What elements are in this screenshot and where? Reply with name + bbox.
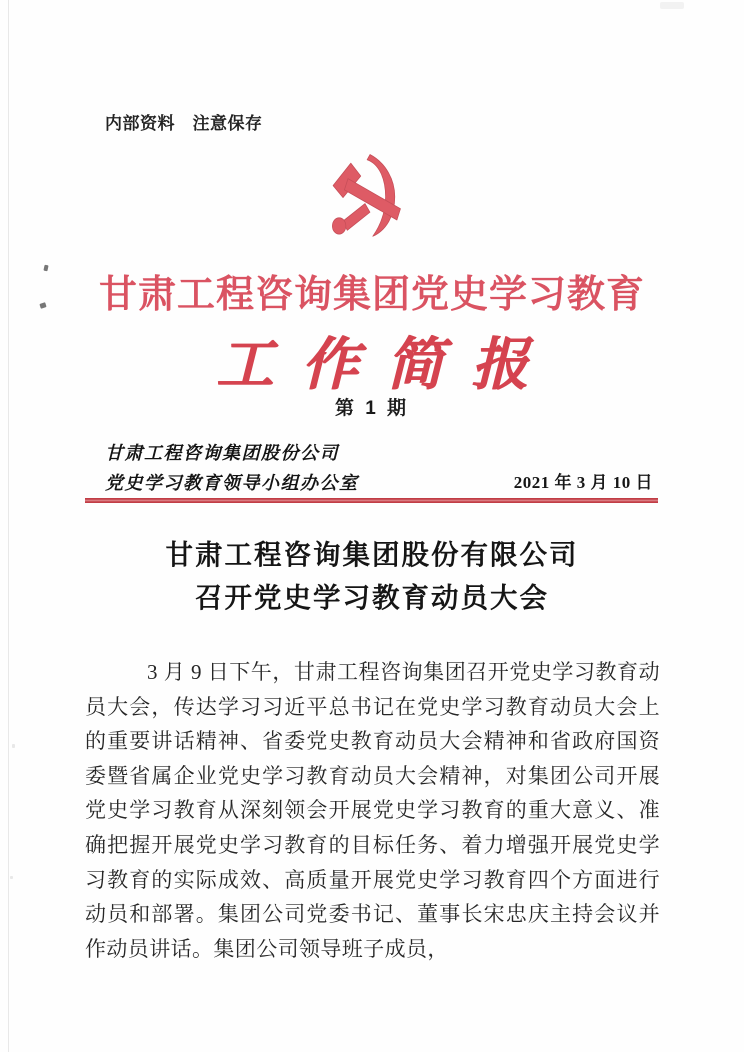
scan-speck xyxy=(12,744,15,748)
issue-date: 2021 年 3 月 10 日 xyxy=(513,473,653,492)
scan-edge-artifact xyxy=(8,0,9,1052)
confidential-notice: 内部资料 注意保存 xyxy=(105,114,263,133)
article-title-line-2: 召开党史学习教育动员大会 xyxy=(195,582,549,613)
article-title xyxy=(0,533,744,619)
issuer-line-1: 甘肃工程咨询集团股份公司 xyxy=(105,443,339,463)
bulletin-title: 工作简报 xyxy=(216,334,556,397)
party-emblem-icon xyxy=(326,152,404,238)
article-body: 3 月 9 日下午，甘肃工程咨询集团召开党史学习教育动员大会，传达学习习近平总书记在党史学习教育动员大会上的重要讲话精神、省委党史教育动员大会精神和省政府国资委暨省属企业党史学习教育动员大会精神，对集团公司开展党史学习教育从深刻领会开展党史学习教育的重大意义、准确把握开展党史学习教育的目标任务、着力增强开展党史学习教育的实际成效、高质量开展党史学习教育四个方面进行动员和部署。集团公司党委书记、董事长宋忠庆主持会议并作动员讲话。集团公司领导班子成员， xyxy=(85,660,660,961)
scan-speck xyxy=(10,876,13,879)
issuer-block xyxy=(105,438,359,498)
divider-rule xyxy=(85,498,658,503)
issuer-line-2: 党史学习教育领导小组办公室 xyxy=(105,473,359,493)
article-title-line-1: 甘肃工程咨询集团股份有限公司 xyxy=(165,539,579,570)
masthead-org-title: 甘肃工程咨询集团党史学习教育 xyxy=(98,274,645,316)
scan-smudge xyxy=(660,2,684,9)
issue-number: 第 1 期 xyxy=(334,398,410,419)
